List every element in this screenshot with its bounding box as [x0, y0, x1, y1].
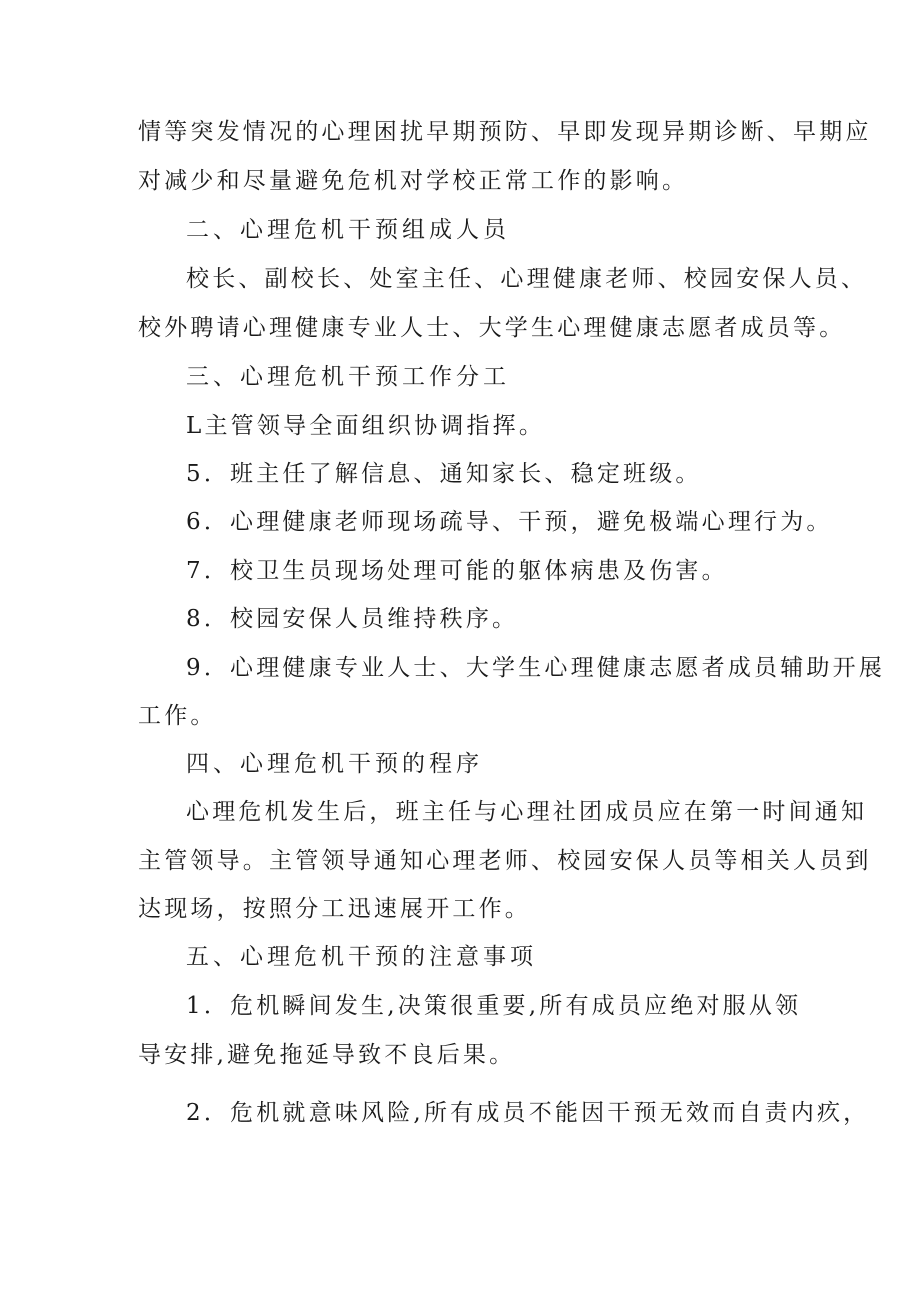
section-heading: 五、心理危机干预的注意事项	[186, 944, 537, 970]
list-item: 5．班主任了解信息、通知家长、稳定班级。	[186, 461, 702, 487]
list-item: 9．心理健康专业人士、大学生心理健康志愿者成员辅助开展	[186, 655, 886, 681]
paragraph-line: 校外聘请心理健康专业人士、大学生心理健康志愿者成员等。	[138, 315, 846, 341]
paragraph-line: 情等突发情况的心理困扰早期预防、早即发现异期诊断、早期应	[138, 119, 872, 145]
section-heading: 三、心理危机干预工作分工	[186, 364, 510, 390]
paragraph-line: 导安排,避免拖延导致不良后果。	[138, 1042, 516, 1068]
paragraph-line: 心理危机发生后，班主任与心理社团成员应在第一时间通知	[186, 799, 868, 825]
paragraph-line: 主管领导。主管领导通知心理老师、校园安保人员等相关人员到	[138, 848, 872, 874]
list-item: L主管领导全面组织协调指挥。	[186, 413, 546, 439]
paragraph-line: 对减少和尽量避免危机对学校正常工作的影响。	[138, 168, 689, 194]
paragraph-line: 校长、副校长、处室主任、心理健康老师、校园安保人员、	[186, 266, 868, 292]
section-heading: 二、心理危机干预组成人员	[186, 217, 510, 243]
list-item: 2．危机就意味风险,所有成员不能因干预无效而自责内疚，	[186, 1100, 870, 1126]
list-item: 8．校园安保人员维持秩序。	[186, 606, 519, 632]
paragraph-line: 达现场，按照分工迅速展开工作。	[138, 896, 531, 922]
list-item: 7．校卫生员现场处理可能的躯体病患及伤害。	[186, 558, 728, 584]
list-item: 6．心理健康老师现场疏导、干预，避免极端心理行为。	[186, 509, 833, 535]
paragraph-line: 工作。	[138, 703, 217, 729]
section-heading: 四、心理危机干预的程序	[186, 751, 483, 777]
list-item: 1．危机瞬间发生,决策很重要,所有成员应绝对服从领	[186, 993, 802, 1019]
